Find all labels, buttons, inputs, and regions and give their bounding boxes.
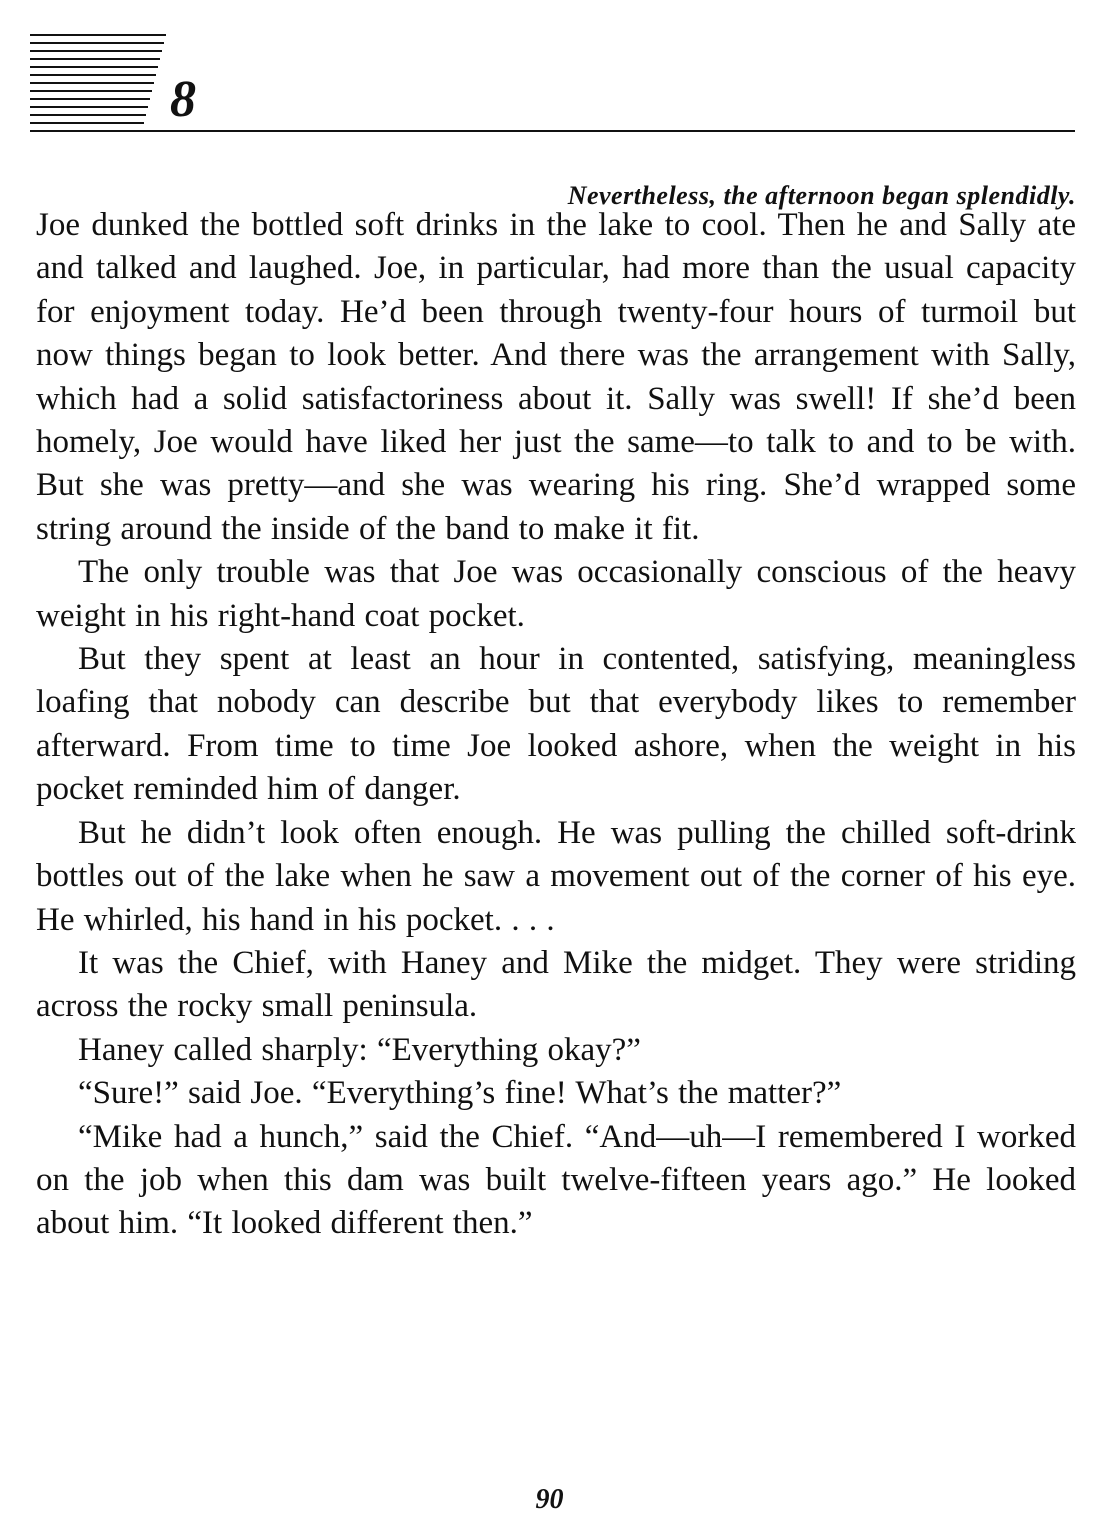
paragraph: But he didn’t look often enough. He was pulling the chilled soft-drink bottles out of the lake when he saw a movement out of the corner of his eye. He whirled, his hand in his pocket. . . . bbox=[36, 814, 1076, 938]
paragraph: “Mike had a hunch,” said the Chief. “And—uh—I remembered I worked on the job when this dam was built twelve-fifteen years ago.” He looked about him. “It looked different then.” bbox=[36, 1118, 1076, 1242]
paragraph: Haney called sharply: “Everything okay?” bbox=[78, 1031, 641, 1068]
paragraph: But they spent at least an hour in contented, satisfying, meaningless loafing that nobody can describe but that everybody likes to remember afterward. From time to time Joe looked ashore, when the weight in his pocket reminded him of danger. bbox=[36, 641, 1076, 808]
page-number: 90 bbox=[535, 1484, 564, 1515]
chapter-rule bbox=[30, 130, 1075, 132]
lead-in-sentence: Nevertheless, the afternoon began splendidly. bbox=[567, 181, 1076, 210]
paragraph: Joe dunked the bottled soft drinks in the lake to cool. Then he and Sally ate and talked and laughed. Joe, in particular, had more than the usual capacity for enjoyment today. He’d been through twenty-four hours of turmoil but now things began to look better. And there was the arrangement with Sally, which had a solid satisfactoriness about it. Sally was swell! If she’d been homely, Joe would have liked her just the same—to talk to and to be with. But she was pretty—and she was wearing his ring. She’d wrapped some string around the inside of the band to make it fit. bbox=[36, 207, 1076, 547]
chapter-number: 8 bbox=[170, 71, 196, 128]
chapter-ornament-lines bbox=[30, 34, 166, 130]
paragraph: It was the Chief, with Haney and Mike the midget. They were striding across the rocky small peninsula. bbox=[36, 944, 1076, 1025]
body-text bbox=[36, 174, 1076, 1246]
chapter-header bbox=[30, 34, 1075, 134]
paragraph: The only trouble was that Joe was occasionally conscious of the heavy weight in his right-hand coat pocket. bbox=[36, 554, 1076, 634]
paragraph: “Sure!” said Joe. “Everything’s fine! What’s the matter?” bbox=[78, 1075, 842, 1112]
